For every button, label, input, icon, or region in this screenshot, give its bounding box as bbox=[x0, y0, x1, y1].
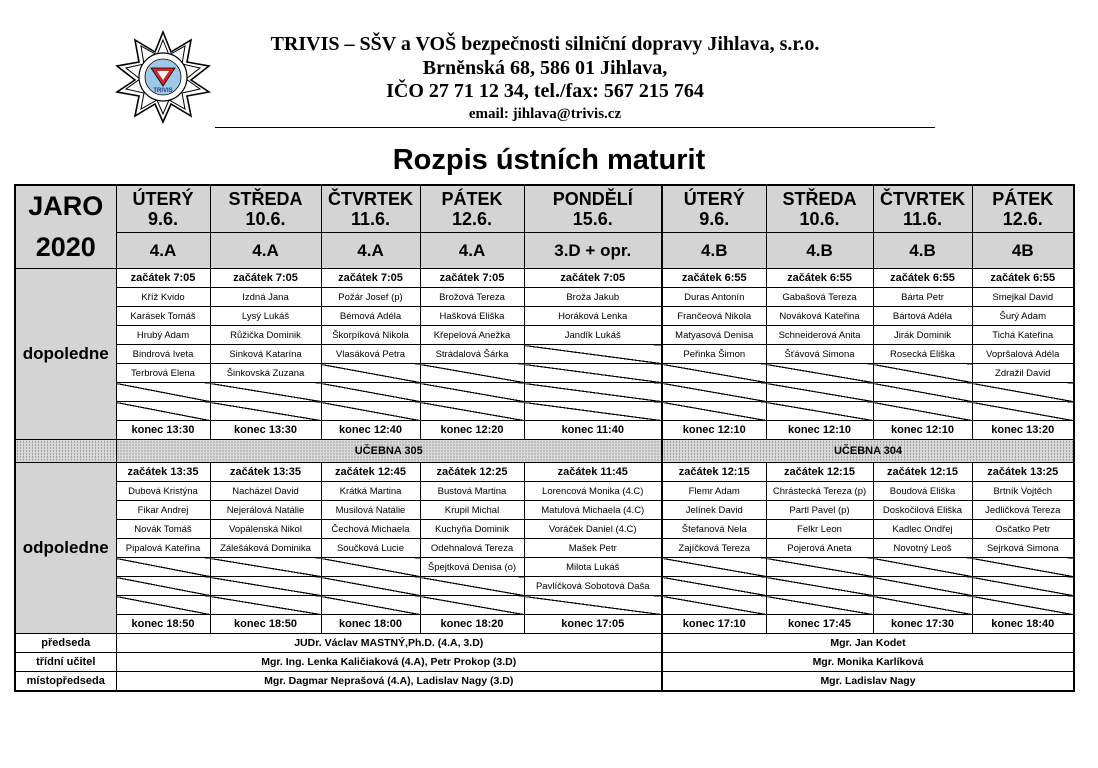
empty-slot bbox=[766, 558, 873, 577]
day-date: 10.6. bbox=[245, 209, 286, 230]
student-name: Nacházel David bbox=[210, 482, 321, 501]
end-time: konec 18:00 bbox=[321, 615, 420, 634]
empty-slot bbox=[662, 596, 766, 615]
class-header: 4.A bbox=[321, 233, 420, 269]
afternoon-label: odpoledne bbox=[15, 463, 116, 634]
empty-slot bbox=[972, 558, 1074, 577]
start-time: začátek 12:15 bbox=[873, 463, 972, 482]
student-name: Hašková Eliška bbox=[420, 307, 524, 326]
school-name: TRIVIS – SŠV a VOŠ bezpečnosti silniční dopravy Jihlava, s.r.o. bbox=[270, 33, 820, 55]
start-time: začátek 7:05 bbox=[524, 269, 662, 288]
empty-slot bbox=[873, 558, 972, 577]
start-time: začátek 6:55 bbox=[766, 269, 873, 288]
student-name: Vlasáková Petra bbox=[321, 345, 420, 364]
exam-schedule-table bbox=[14, 184, 1075, 692]
empty-slot bbox=[873, 577, 972, 596]
student-name: Frančeová Nikola bbox=[662, 307, 766, 326]
student-name: Schneiderová Anita bbox=[766, 326, 873, 345]
empty-slot bbox=[662, 402, 766, 421]
student-name: Horáková Lenka bbox=[524, 307, 662, 326]
student-name: Lorencová Monika (4.C) bbox=[524, 482, 662, 501]
day-date: 9.6. bbox=[147, 209, 179, 230]
student-name: Součková Lucie bbox=[321, 539, 420, 558]
trivis-star-logo-icon bbox=[113, 30, 213, 124]
empty-slot bbox=[662, 383, 766, 402]
committee-member-4b: Mgr. Jan Kodet bbox=[662, 634, 1074, 653]
end-time: konec 13:30 bbox=[210, 421, 321, 440]
class-header: 3.D + opr. bbox=[524, 233, 662, 269]
student-name: Osčatko Petr bbox=[972, 520, 1074, 539]
student-name: Matyasová Denisa bbox=[662, 326, 766, 345]
class-header: 4.A bbox=[210, 233, 321, 269]
student-name: Zálešáková Dominika bbox=[210, 539, 321, 558]
svg-text:TRIVIS: TRIVIS bbox=[153, 88, 173, 94]
day-name: PONDĚLÍ bbox=[552, 189, 633, 210]
day-name: ČTVRTEK bbox=[328, 189, 413, 210]
room-label bbox=[116, 440, 662, 463]
empty-slot bbox=[321, 364, 420, 383]
start-time: začátek 13:35 bbox=[116, 463, 210, 482]
student-name: Pavlíčková Sobotová Daša bbox=[524, 577, 662, 596]
empty-slot bbox=[420, 402, 524, 421]
student-name: Požár Josef (p) bbox=[321, 288, 420, 307]
student-name: Duras Antonín bbox=[662, 288, 766, 307]
committee-member-4a-3d: Mgr. Dagmar Neprašová (4.A), Ladislav Nagy (3.D) bbox=[116, 672, 662, 692]
day-name: PÁTEK bbox=[992, 189, 1054, 210]
student-name: Šinkovská Zuzana bbox=[210, 364, 321, 383]
start-time: začátek 13:25 bbox=[972, 463, 1074, 482]
student-name: Škorpíková Nikola bbox=[321, 326, 420, 345]
day-name: PÁTEK bbox=[441, 189, 503, 210]
student-name: Matulová Michaela (4.C) bbox=[524, 501, 662, 520]
empty-slot bbox=[210, 558, 321, 577]
start-time: začátek 7:05 bbox=[321, 269, 420, 288]
class-header: 4.A bbox=[116, 233, 210, 269]
season-year: 2020 bbox=[35, 232, 96, 262]
empty-slot bbox=[420, 596, 524, 615]
committee-role: předseda bbox=[15, 634, 116, 653]
start-time: začátek 6:55 bbox=[662, 269, 766, 288]
end-time: konec 12:10 bbox=[873, 421, 972, 440]
student-name: Lysý Lukáš bbox=[210, 307, 321, 326]
class-header: 4.B bbox=[873, 233, 972, 269]
empty-slot bbox=[873, 402, 972, 421]
student-name: Gabašová Tereza bbox=[766, 288, 873, 307]
student-name: Jandík Lukáš bbox=[524, 326, 662, 345]
student-name: Šťávová Simona bbox=[766, 345, 873, 364]
student-name: Odehnalová Tereza bbox=[420, 539, 524, 558]
empty-slot bbox=[524, 364, 662, 383]
student-name: Kadlec Ondřej bbox=[873, 520, 972, 539]
document-title: Rozpis ústních maturit bbox=[392, 144, 706, 176]
student-name: Voráček Daniel (4.C) bbox=[524, 520, 662, 539]
end-time: konec 12:40 bbox=[321, 421, 420, 440]
day-header bbox=[873, 185, 972, 233]
day-name: ÚTERÝ bbox=[683, 189, 745, 210]
student-name: Bémová Adéla bbox=[321, 307, 420, 326]
class-header: 4.B bbox=[662, 233, 766, 269]
student-name: Karásek Tomáš bbox=[116, 307, 210, 326]
student-name: Milota Lukáš bbox=[524, 558, 662, 577]
student-name: Krupil Michal bbox=[420, 501, 524, 520]
end-time: konec 18:50 bbox=[210, 615, 321, 634]
empty-slot bbox=[972, 596, 1074, 615]
header-divider bbox=[215, 127, 935, 128]
student-name: Novotný Leoš bbox=[873, 539, 972, 558]
room-304: UČEBNA 304 bbox=[833, 445, 903, 457]
day-date: 15.6. bbox=[572, 209, 613, 230]
day-header bbox=[766, 185, 873, 233]
student-name: Jelínek David bbox=[662, 501, 766, 520]
committee-role: místopředseda bbox=[15, 672, 116, 692]
start-time: začátek 6:55 bbox=[873, 269, 972, 288]
day-date: 11.6. bbox=[350, 209, 391, 230]
student-name: Vopálenská Nikol bbox=[210, 520, 321, 539]
season-name: JARO bbox=[28, 191, 104, 221]
empty-slot bbox=[662, 364, 766, 383]
student-name: Fikar Andrej bbox=[116, 501, 210, 520]
empty-slot bbox=[766, 577, 873, 596]
room-305: UČEBNA 305 bbox=[354, 445, 423, 457]
empty-slot bbox=[524, 402, 662, 421]
committee-member-4a-3d: JUDr. Václav MASTNÝ,Ph.D. (4.A, 3.D) bbox=[116, 634, 662, 653]
end-time: konec 17:45 bbox=[766, 615, 873, 634]
day-header bbox=[321, 185, 420, 233]
day-date: 10.6. bbox=[799, 209, 840, 230]
student-name: Jirák Dominik bbox=[873, 326, 972, 345]
start-time: začátek 12:25 bbox=[420, 463, 524, 482]
student-name: Strádalová Šárka bbox=[420, 345, 524, 364]
school-address: Brněnská 68, 586 01 Jihlava, bbox=[422, 57, 668, 79]
empty-slot bbox=[662, 558, 766, 577]
student-name: Novák Tomáš bbox=[116, 520, 210, 539]
empty-slot bbox=[321, 383, 420, 402]
empty-slot bbox=[420, 383, 524, 402]
empty-slot bbox=[873, 364, 972, 383]
end-time: konec 12:10 bbox=[662, 421, 766, 440]
empty-slot bbox=[420, 577, 524, 596]
student-name: Dubová Kristýna bbox=[116, 482, 210, 501]
student-name: Broža Jakub bbox=[524, 288, 662, 307]
end-time: konec 11:40 bbox=[524, 421, 662, 440]
day-name: STŘEDA bbox=[782, 189, 857, 210]
empty-slot bbox=[210, 577, 321, 596]
student-name: Bárta Petr bbox=[873, 288, 972, 307]
student-name: Partl Pavel (p) bbox=[766, 501, 873, 520]
empty-slot bbox=[524, 345, 662, 364]
empty-slot bbox=[116, 558, 210, 577]
end-time: konec 13:20 bbox=[972, 421, 1074, 440]
student-name: Brožová Tereza bbox=[420, 288, 524, 307]
student-name: Bindrová Iveta bbox=[116, 345, 210, 364]
student-name: Špejtková Denisa (o) bbox=[420, 558, 524, 577]
student-name: Peřinka Šimon bbox=[662, 345, 766, 364]
student-name: Pojerová Aneta bbox=[766, 539, 873, 558]
student-name: Bustová Martina bbox=[420, 482, 524, 501]
student-name: Terbrová Elena bbox=[116, 364, 210, 383]
start-time: začátek 11:45 bbox=[524, 463, 662, 482]
student-name: Zajíčková Tereza bbox=[662, 539, 766, 558]
day-header bbox=[972, 185, 1074, 233]
empty-slot bbox=[524, 383, 662, 402]
committee-member-4a-3d: Mgr. Ing. Lenka Kaličiaková (4.A), Petr Prokop (3.D) bbox=[116, 653, 662, 672]
empty-slot bbox=[116, 383, 210, 402]
start-time: začátek 13:35 bbox=[210, 463, 321, 482]
empty-slot bbox=[321, 577, 420, 596]
student-name: Zdražil David bbox=[972, 364, 1074, 383]
end-time: konec 13:30 bbox=[116, 421, 210, 440]
student-name: Brtník Vojtěch bbox=[972, 482, 1074, 501]
empty-slot bbox=[210, 383, 321, 402]
student-name: Bártová Adéla bbox=[873, 307, 972, 326]
end-time: konec 18:20 bbox=[420, 615, 524, 634]
start-time: začátek 12:45 bbox=[321, 463, 420, 482]
empty-slot bbox=[972, 577, 1074, 596]
student-name: Pipalová Kateřina bbox=[116, 539, 210, 558]
committee-role: třídní učitel bbox=[15, 653, 116, 672]
student-name: Hrubý Adam bbox=[116, 326, 210, 345]
student-name: Boudová Eliška bbox=[873, 482, 972, 501]
season-cell bbox=[15, 185, 116, 269]
end-time: konec 18:50 bbox=[116, 615, 210, 634]
day-date: 12.6. bbox=[451, 209, 493, 230]
empty-slot bbox=[766, 402, 873, 421]
student-name: Musilová Natálie bbox=[321, 501, 420, 520]
school-email: email: jihlava@trivis.cz bbox=[468, 106, 622, 122]
end-time: konec 17:10 bbox=[662, 615, 766, 634]
empty-slot bbox=[662, 577, 766, 596]
empty-slot bbox=[321, 558, 420, 577]
student-name: Izdná Jana bbox=[210, 288, 321, 307]
letterhead bbox=[0, 0, 1098, 145]
student-name: Jedličková Tereza bbox=[972, 501, 1074, 520]
day-header bbox=[420, 185, 524, 233]
empty-slot bbox=[210, 402, 321, 421]
student-name: Čechová Michaela bbox=[321, 520, 420, 539]
empty-slot bbox=[116, 577, 210, 596]
empty-slot bbox=[116, 402, 210, 421]
class-header: 4B bbox=[972, 233, 1074, 269]
class-header: 4.A bbox=[420, 233, 524, 269]
student-name: Nováková Kateřina bbox=[766, 307, 873, 326]
end-time: konec 18:40 bbox=[972, 615, 1074, 634]
student-name: Křepelová Anežka bbox=[420, 326, 524, 345]
day-header bbox=[524, 185, 662, 233]
empty-slot bbox=[524, 596, 662, 615]
student-name: Mašek Petr bbox=[524, 539, 662, 558]
morning-label: dopoledne bbox=[15, 269, 116, 440]
day-date: 9.6. bbox=[699, 209, 730, 230]
empty-slot bbox=[873, 596, 972, 615]
school-ico-phone: IČO 27 71 12 34, tel./fax: 567 215 764 bbox=[386, 80, 704, 102]
day-header bbox=[116, 185, 210, 233]
empty-slot bbox=[321, 596, 420, 615]
end-time: konec 17:05 bbox=[524, 615, 662, 634]
student-name: Kuchyňa Dominik bbox=[420, 520, 524, 539]
student-name: Doskočilová Eliška bbox=[873, 501, 972, 520]
day-name: STŘEDA bbox=[228, 189, 303, 210]
empty-slot bbox=[321, 402, 420, 421]
day-header bbox=[662, 185, 766, 233]
student-name: Krátká Martina bbox=[321, 482, 420, 501]
end-time: konec 17:30 bbox=[873, 615, 972, 634]
empty-slot bbox=[873, 383, 972, 402]
day-name: ČTVRTEK bbox=[880, 189, 965, 210]
day-date: 12.6. bbox=[1002, 209, 1043, 230]
end-time: konec 12:10 bbox=[766, 421, 873, 440]
empty-slot bbox=[116, 596, 210, 615]
day-header bbox=[210, 185, 321, 233]
student-name: Šurý Adam bbox=[972, 307, 1074, 326]
committee-member-4b: Mgr. Ladislav Nagy bbox=[662, 672, 1074, 692]
end-time: konec 12:20 bbox=[420, 421, 524, 440]
student-name: Rosecká Eliška bbox=[873, 345, 972, 364]
day-date: 11.6. bbox=[902, 209, 943, 230]
student-name: Vopršalová Adéla bbox=[972, 345, 1074, 364]
empty-slot bbox=[972, 402, 1074, 421]
start-time: začátek 6:55 bbox=[972, 269, 1074, 288]
start-time: začátek 7:05 bbox=[420, 269, 524, 288]
student-name: Sinková Katarína bbox=[210, 345, 321, 364]
student-name: Růžička Dominik bbox=[210, 326, 321, 345]
student-name: Sejrková Simona bbox=[972, 539, 1074, 558]
start-time: začátek 12:15 bbox=[662, 463, 766, 482]
student-name: Štefanová Nela bbox=[662, 520, 766, 539]
student-name: Kříž Kvido bbox=[116, 288, 210, 307]
start-time: začátek 12:15 bbox=[766, 463, 873, 482]
class-header: 4.B bbox=[766, 233, 873, 269]
start-time: začátek 7:05 bbox=[210, 269, 321, 288]
day-name: ÚTERÝ bbox=[132, 189, 194, 210]
student-name: Chrástecká Tereza (p) bbox=[766, 482, 873, 501]
empty-slot bbox=[210, 596, 321, 615]
student-name: Flemr Adam bbox=[662, 482, 766, 501]
empty-slot bbox=[972, 383, 1074, 402]
student-name: Smejkal David bbox=[972, 288, 1074, 307]
empty-slot bbox=[420, 364, 524, 383]
room-label bbox=[662, 440, 1074, 463]
empty-slot bbox=[766, 364, 873, 383]
room-spacer bbox=[15, 440, 116, 463]
student-name: Nejerálová Natálie bbox=[210, 501, 321, 520]
empty-slot bbox=[766, 383, 873, 402]
student-name: Tichá Kateřina bbox=[972, 326, 1074, 345]
committee-member-4b: Mgr. Monika Karlíková bbox=[662, 653, 1074, 672]
student-name: Felkr Leon bbox=[766, 520, 873, 539]
start-time: začátek 7:05 bbox=[116, 269, 210, 288]
empty-slot bbox=[766, 596, 873, 615]
